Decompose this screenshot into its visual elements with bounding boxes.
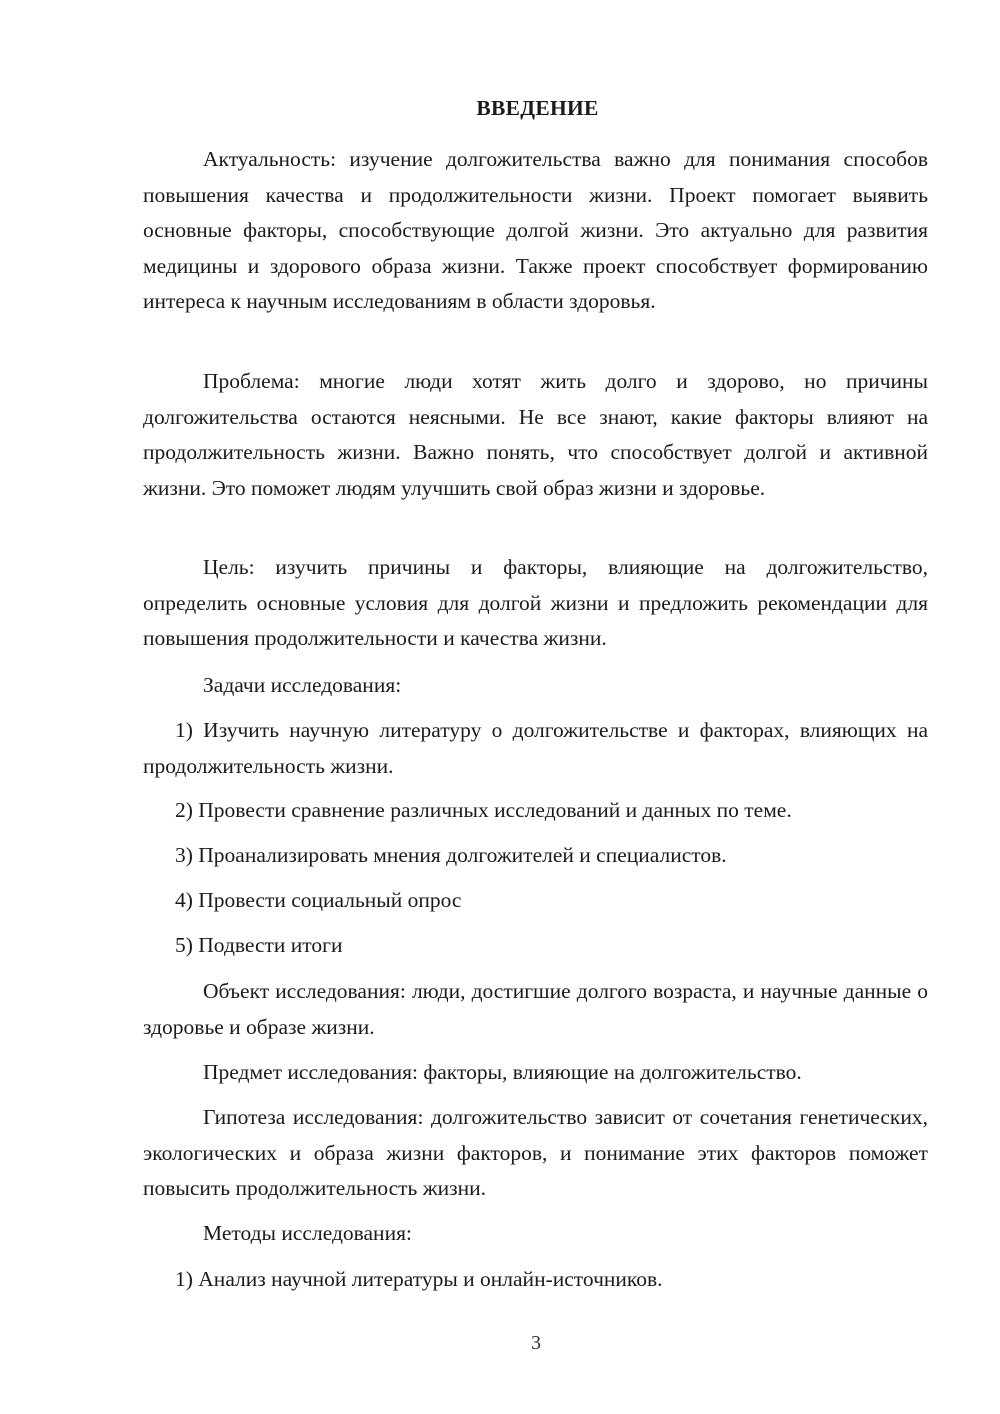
task-item-4: 4) Провести социальный опрос (175, 888, 462, 912)
object-paragraph: Объект исследования: люди, достигшие долгого возраста, и научные данные о здоровье и образе жизни. (143, 979, 928, 1039)
methods-heading: Методы исследования: (203, 1221, 412, 1245)
task-item-3: 3) Проанализировать мнения долгожителей и специалистов. (175, 843, 727, 867)
subject-paragraph: Предмет исследования: факторы, влияющие на долгожительство. (203, 1060, 802, 1084)
task-item-5: 5) Подвести итоги (175, 933, 343, 957)
relevance-paragraph: Актуальность: изучение долгожительства важно для понимания способов повышения качества и продолжительности жизни. Проект помогает выявить основные факторы, способствующие долгой жизни. Это актуально для развития медицины и здорового образа жизни. Также проект способствует формированию интереса к научным исследованиям в области здоровья. (143, 147, 928, 313)
page-title: ВВЕДЕНИЕ (476, 96, 599, 120)
method-item-1: 1) Анализ научной литературы и онлайн-источников. (175, 1267, 663, 1291)
tasks-heading: Задачи исследования: (203, 673, 402, 697)
problem-paragraph: Проблема: многие люди хотят жить долго и здорово, но причины долгожительства остаются неясными. Не все знают, какие факторы влияют на продолжительность жизни. Важно понять, что способствует долгой и активной жизни. Это поможет людям улучшить свой образ жизни и здоровье. (143, 369, 928, 500)
hypothesis-paragraph: Гипотеза исследования: долгожительство зависит от сочетания генетических, экологических и образа жизни факторов, и понимание этих факторов поможет повысить продолжительность жизни. (143, 1105, 928, 1200)
task-item-2: 2) Провести сравнение различных исследований и данных по теме. (175, 798, 792, 822)
page-number: 3 (531, 1332, 541, 1354)
task-item-1: 1) Изучить научную литературу о долгожительстве и факторах, влияющих на продолжительность жизни. (143, 718, 928, 778)
goal-paragraph: Цель: изучить причины и факторы, влияющие на долгожительство, определить основные условия для долгой жизни и предложить рекомендации для повышения продолжительности и качества жизни. (143, 555, 928, 650)
